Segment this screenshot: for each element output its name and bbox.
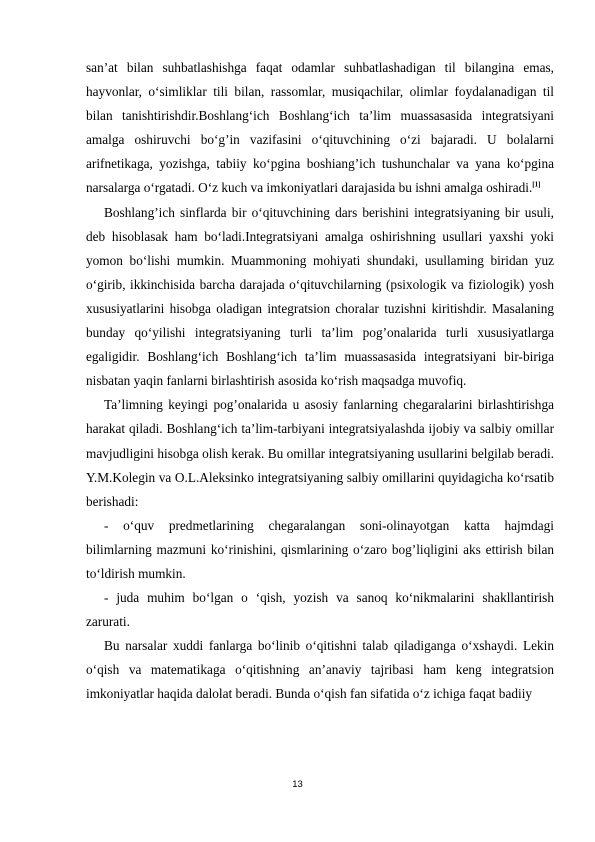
paragraph <box>86 393 554 513</box>
paragraph-text: Bu narsalar xuddi fanlarga bo‘linib o‘qitishni talab qiladiganga o‘xshaydi. Lekin o‘qish va matematikaga o‘qitishning an’anaviy tajribasi ham keng integratsion imkoniyatlar haqida dalolat beradi. Bunda o‘qish fan sifatida o‘z ichiga faqat badiiy <box>86 638 554 702</box>
footnote-reference[interactable]: [1] <box>532 181 541 190</box>
paragraph <box>86 201 554 394</box>
paragraph <box>86 56 554 201</box>
page-number: 13 <box>292 779 303 790</box>
list-item-text: - o‘quv predmetlarining chegaralangan soni-olinayotgan katta hajmdagi bilimlarning mazmuni ko‘rinishini, qismlarining o‘zaro bog’liqligini aks ettirish bilan to‘ldirish mumkin. <box>86 517 554 581</box>
list-item <box>86 514 554 586</box>
paragraph <box>86 634 554 706</box>
paragraph-text: Boshlang’ich sinflarda bir o‘qituvchining dars berishini integratsiyaning bir usuli, deb hisoblasak ham bo‘ladi.Integratsiyani amalga oshirishning usullari yaxshi yoki yomon bo‘lishi mumkin. Muammoning mohiyati shundaki, usullaming biridan yuz o‘girib, ikkinchisida barcha darajada o‘qituvchilarning (psixologik va fiziologik) yosh xususiyatlarini hisobga oladigan integratsion choralar tuzishni kiritishdir. Masalaning bunday qo‘yilishi integratsiyaning turli ta’lim pog’onalarida turli xususiyatlarga egaligidir. Boshlang‘ich Boshlang‘ich ta’lim muassasasida integratsiyani bir-biriga nisbatan yaqin fanlarni birlashtirish asosida ko‘rish maqsadga muvofiq. <box>86 204 554 389</box>
paragraph-text: Ta’limning keyingi pog’onalarida u asosiy fanlarning chegaralarini birlashtirishga harakat qiladi. Boshlang‘ich ta’lim-tarbiyani integratsiyalashda ijobiy va salbiy omillar mavjudligini hisobga olish kerak. Bu omillar integratsiyaning usullarini belgilab beradi. Y.M.Kolegin va O.L.Aleksinko integratsiyaning salbiy omillarini quyidagicha ko‘rsatib berishadi: <box>86 397 554 509</box>
body-text <box>86 56 554 707</box>
list-item-text: - juda muhim bo‘lgan o ‘qish, yozish va sanoq ko‘nikmalarini shakllantirish zarurati. <box>86 590 554 630</box>
paragraph-text: san’at bilan suhbatlashishga faqat odamlar suhbatlashadigan til bilangina emas, hayvonlar, o‘simliklar tili bilan, rassomlar, musiqachilar, olimlar foydalanadigan til bilan tanishtirishdir.Boshlang‘ich Boshlang‘ich ta’lim muassasasida integratsiyani amalga oshiruvchi bo‘g’in vazifasini o‘qituvchining o‘zi bajaradi. U bolalarni arifnetikaga, yozishga, tabiiy ko‘pgina boshiang’ich tushunchalar va yana ko‘pgina narsalarga o‘rgatadi. O‘z kuch va imkoniyatlari darajasida bu ishni amalga oshiradi. <box>86 60 554 196</box>
list-item <box>86 586 554 634</box>
